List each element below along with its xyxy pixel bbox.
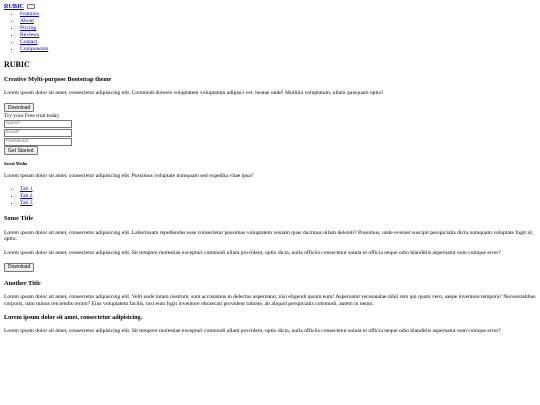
nav-link-components[interactable]: Components	[20, 46, 49, 53]
nav-item-pricing	[20, 25, 536, 32]
email-input[interactable]: Email*	[4, 129, 72, 137]
navbar	[4, 3, 536, 53]
nav-item-components	[20, 46, 536, 53]
section-paragraph: Lorem ipsum dolor sit amet, consectetur adipisicing elit. Laboriosam repellendus esse consectetur possimus voluptatem veniam quas ducimus ullam deleniti? Possimus, unde eveniet suscipit perspiciatis dicta numquam voluptate fugit id, optio.	[4, 229, 534, 243]
hero-section	[4, 60, 536, 155]
social-heading: Social Media	[4, 161, 28, 167]
section-paragraph: Lorem ipsum dolor sit amet, consectetur adipisicing elit. Velit unde totam nostrum, sunt accusamus in delectus aspernatur, nisi eligendi ipsum eum! Aspernatur recusandae nihil rem qui quam vero, saepe inventore tempora? Necessitatibus corporis, nam minus reiciendis rerum? Eius voluptatem facilis, nisi eum fugit inventore obcaecati provident ratione, ab aliquid perspiciatis commodi, autem in nemo.	[4, 294, 536, 308]
nav-link-reviews[interactable]: Reviews	[20, 32, 40, 39]
hero-download-button[interactable]: Download	[4, 103, 34, 112]
hero-subtitle: Creative Mylti-purpose Bootstrap theme	[4, 75, 112, 83]
section-paragraph: Lorem ipsum dolor sit amet, consectetur adipisicing elit. Sit tempore molestiae excepturi commodi ullam provident, optio dicta, nulla officiis consectetur soluta et officia neque odio blanditiis aspernatur eum cumque error?	[4, 328, 501, 335]
nav-link-contact[interactable]: Contact	[20, 39, 38, 46]
hero-text: Lorem ipsum dolor sit amet, consectetur adipisicing elit. Commodi dolores voluptatem voluptatum adipisci vel, beatae unde! Mollitia voluptatum, ullam quisquam optio!	[4, 90, 384, 97]
name-input[interactable]: Name*	[4, 120, 72, 128]
section-title: Another Title	[4, 279, 41, 287]
another-title-section	[4, 280, 536, 335]
some-title-section	[4, 215, 536, 272]
nav-item-contact	[20, 39, 536, 46]
tab-1[interactable]: Tab 1	[20, 185, 33, 192]
navbar-toggle-button[interactable]	[27, 4, 35, 9]
social-text: Lorem ipsum dolor sit amet, consectetur adipisicing elit. Possimus voluptate numquam sed expedita vitae ipsa?	[4, 173, 254, 180]
nav-link-pricing[interactable]: Pricing	[20, 25, 37, 32]
tab-item-1	[20, 186, 536, 193]
section-title: Some Title	[4, 214, 34, 222]
nav-menu	[4, 11, 536, 53]
trial-tagline: Try your Free trial today.	[4, 113, 61, 120]
nav-item-reviews	[20, 32, 536, 39]
section-bold-line: Lorem ipsum dolor sit amet, consectetur adipisicing.	[4, 313, 143, 321]
nav-link-about[interactable]: About	[20, 18, 34, 25]
hero-title: RUBIC	[4, 60, 30, 70]
brand-link[interactable]: RUBIC	[4, 3, 24, 10]
tab-list	[4, 186, 536, 207]
tab-2[interactable]: Tab 2	[20, 192, 33, 199]
nav-item-features	[20, 11, 536, 18]
signup-form	[4, 120, 536, 155]
password-input[interactable]: Password*	[4, 138, 72, 146]
tab-item-3	[20, 200, 536, 207]
tab-item-2	[20, 193, 536, 200]
nav-item-about	[20, 18, 536, 25]
section-download-button[interactable]: Download	[4, 263, 34, 272]
nav-link-features[interactable]: Features	[20, 11, 39, 18]
section-paragraph: Lorem ipsum dolor sit amet, consectetur adipisicing elit. Sit tempore molestiae excepturi commodi ullam provident, optio dicta, nulla officiis consectetur soluta et officia neque odio blanditiis aspernatur eum cumque error?	[4, 249, 501, 256]
get-started-button[interactable]: Get Started	[4, 146, 38, 155]
navbar-header	[4, 3, 536, 10]
social-section	[4, 161, 536, 180]
tab-3[interactable]: Tab 3	[20, 199, 33, 206]
